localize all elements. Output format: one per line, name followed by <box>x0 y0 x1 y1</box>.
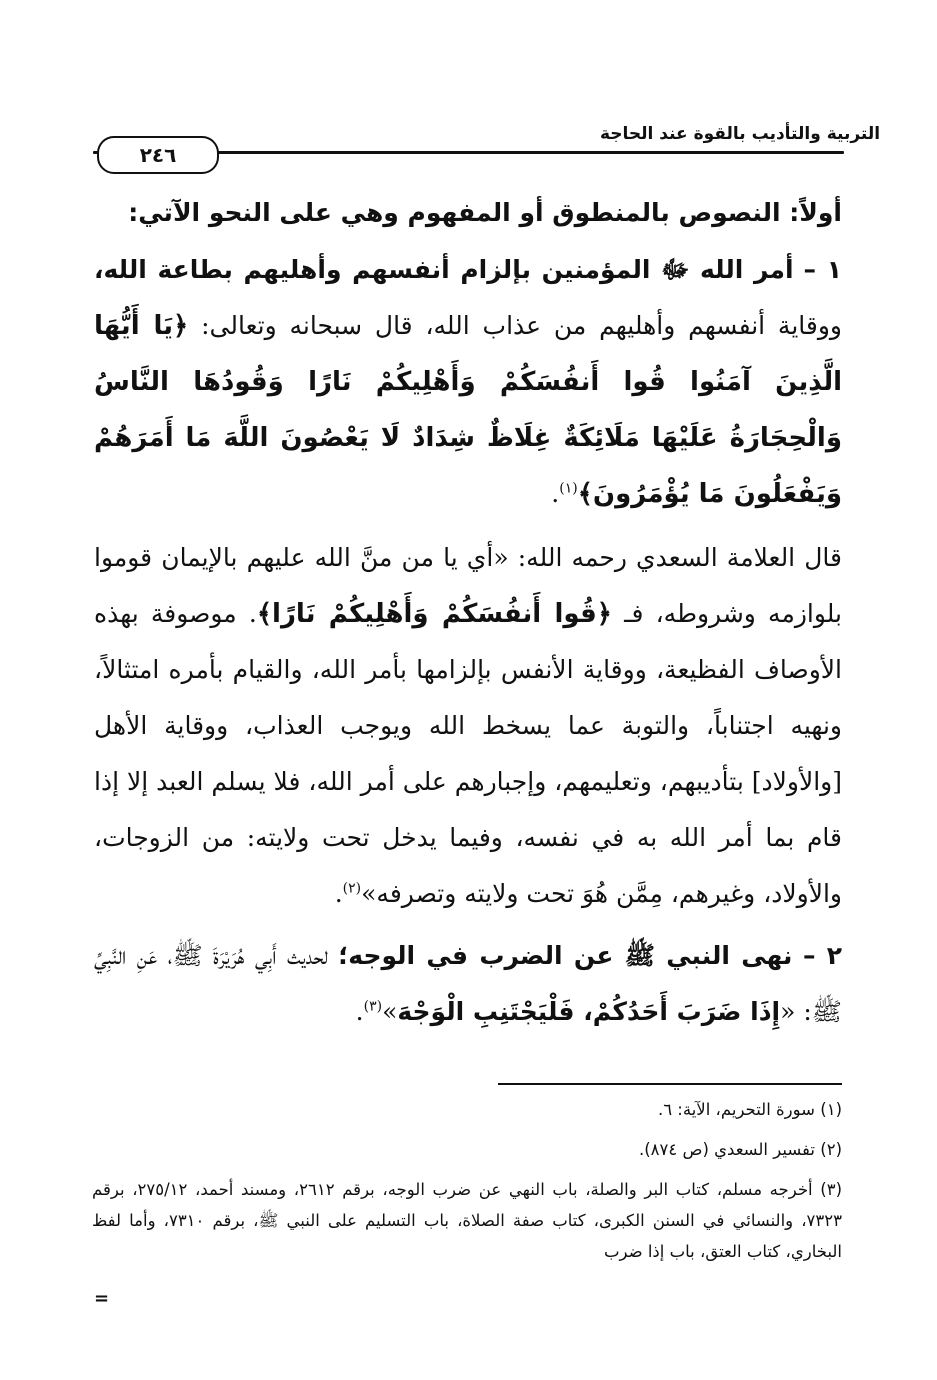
footnote-3-text: أخرجه مسلم، كتاب البر والصلة، باب النهي عن ضرب الوجه، برقم ٢٦١٢، ومسند أحمد، ٢٧٥/١٢، برقم ٧٣٢٣، والنسائي في السنن الكبرى، كتاب صفة الصلاة، باب التسليم على النبي ﷺ، برقم ٧٣١٠، وأما لفظ البخاري، كتاب العتق، باب إذا ضرب <box>92 1180 842 1261</box>
footnotes <box>92 1094 842 1267</box>
item-2-number: ٢ – <box>802 941 842 970</box>
commentary-rest: . موصوفة بهذه الأوصاف الفظيعة، ووقاية الأنفس بإلزامها بأمر الله، والقيام بأمره امتثالاً، ونهيه اجتناباً، والتوبة عما يسخط الله ويوجب العذاب، ووقاية الأهل [والأولاد] بتأديبهم، وتعليمهم، وإجبارهم على أمر الله، فلا يسلم العبد إلا إذا قام بما أمر الله به في نفسه، وفيما يدخل تحت ولايته: من الزوجات، والأولاد، وغيرهم، مِمَّن هُوَ تحت ولايته وتصرفه» <box>94 599 842 908</box>
hadith-text: إِذَا ضَرَبَ أَحَدُكُمْ، فَلْيَجْتَنِبِ الْوَجْهَ <box>397 997 781 1026</box>
commentary-intro: قال العلامة السعدي رحمه الله: «أي يا من منَّ الله عليهم بالإيمان قوموا بلوازمه وشروطه، فـ <box>94 543 843 628</box>
quran-verse: ﴿يَا أَيُّهَا الَّذِينَ آمَنُوا قُوا أَنفُسَكُمْ وَأَهْلِيكُمْ نَارًا وَقُودُهَا النَّاسُ وَالْحِجَارَةُ عَلَيْهَا مَلَائِكَةٌ غِلَاظٌ شِدَادٌ لَا يَعْصُونَ اللَّهَ مَا أَمَرَهُمْ وَيَفْعَلُونَ مَا يُؤْمَرُونَ﴾ <box>94 311 842 509</box>
page-number: ٢٤٦ <box>139 143 177 167</box>
item-2-end: . <box>355 997 364 1026</box>
footnote-2-text: تفسير السعدي (ص ٨٧٤). <box>638 1140 815 1159</box>
footnote-1 <box>92 1094 842 1125</box>
commentary-end: . <box>334 879 343 908</box>
footnote-ref-3: (٣) <box>363 998 383 1015</box>
footnote-1-text: سورة التحريم، الآية: ٦. <box>657 1100 815 1119</box>
page-number-frame <box>97 136 219 174</box>
item-1-lead: أمر الله ﷻ المؤمنين بإلزام أنفسهم وأهليهم بطاعة الله، <box>94 255 794 284</box>
footnote-ref-2: (٢) <box>342 880 362 897</box>
footnote-3-number: (٣) <box>820 1180 842 1199</box>
footnote-ref-1: (١) <box>559 480 578 497</box>
hadith-close: » <box>382 997 398 1026</box>
commentary-quote: ﴿قُوا أَنفُسَكُمْ وَأَهْلِيكُمْ نَارًا﴾ <box>256 599 612 629</box>
paragraph-item-1 <box>94 242 842 522</box>
footnote-2 <box>92 1134 842 1165</box>
footnote-1-number: (١) <box>820 1100 842 1119</box>
section-heading: أولاً: النصوص بالمنطوق أو المفهوم وهي على النحو الآتي: <box>128 198 842 227</box>
item-2-lead: نهى النبي ﷺ عن الضرب في الوجه؛ <box>338 941 793 970</box>
main-text <box>94 186 842 1040</box>
footnote-rule <box>498 1083 842 1085</box>
item-1-number: ١ – <box>803 255 842 284</box>
footnote-2-number: (٢) <box>820 1140 842 1159</box>
continuation-mark: = <box>94 1288 110 1309</box>
item-2-text: لحديث أَبِي هُرَيْرَةَ ﷺ، عَنِ النَّبِيِّ ﷺ: « <box>94 941 842 1026</box>
running-title: التربية والتأديب بالقوة عند الحاجة <box>599 124 881 144</box>
item-1-text: ووقاية أنفسهم وأهليهم من عذاب الله، قال سبحانه وتعالى: <box>201 311 842 340</box>
paragraph-commentary <box>94 530 842 922</box>
item-1-end: . <box>551 479 560 508</box>
footnote-3 <box>92 1174 842 1267</box>
paragraph-item-2 <box>94 928 842 1040</box>
